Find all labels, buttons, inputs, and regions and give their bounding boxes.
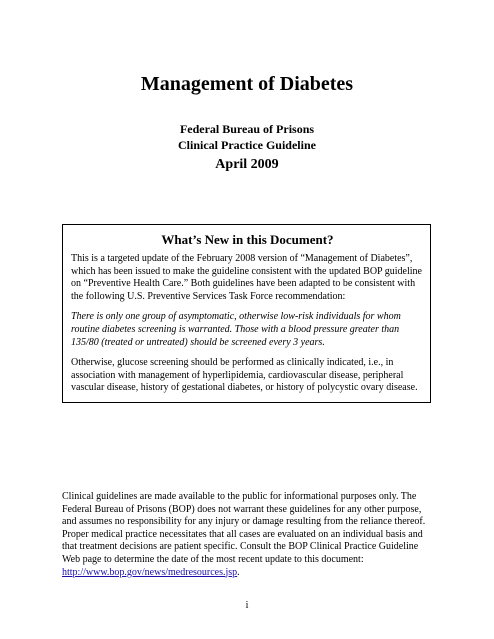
whats-new-heading: What’s New in this Document? [161,232,334,247]
subtitle-document-type: Clinical Practice Guideline [178,138,316,152]
document-subtitle [0,121,494,153]
medical-resources-link[interactable]: http://www.bop.gov/news/medresources.jsp [62,566,238,578]
whats-new-paragraph-otherwise: Otherwise, glucose screening should be performed as clinically indicated, i.e., in association with management of hyperlipidemia, cardiovascular disease, peripheral vascular disease, history of gestational diabetes, or history of polycystic ovary disease. [71,357,418,394]
page-number: i [245,600,249,611]
subtitle-organization: Federal Bureau of Prisons [179,122,315,136]
whats-new-box [62,224,431,403]
document-date: April 2009 [215,157,279,172]
document-title: Management of Diabetes [140,73,354,95]
disclaimer-link-suffix: . [237,566,240,578]
whats-new-paragraph-recommendation: There is only one group of asymptomatic, otherwise low-risk individuals for whom routine diabetes screening is warranted. Those with a blood pressure greater than 135/80 (treated or untreated) should be screened every 3 years. [71,311,401,348]
disclaimer-text: Clinical guidelines are made available to the public for informational purposes only. The Federal Bureau of Prisons (BOP) does not warrant these guidelines for any other purpose, and assumes no responsibility for any injury or damage resulting from the reliance thereof. Proper medical practice necessitates that all cases are evaluated on an individual basis and that treatment decisions are patient specific. Consult the BOP Clinical Practice Guideline Web page to determine the date of the most recent update to this document: [62,491,426,565]
disclaimer-paragraph [62,491,434,579]
whats-new-paragraph-intro: This is a targeted update of the February 2008 version of “Management of Diabetes”, which has been issued to make the guideline consistent with the updated BOP guideline on “Preventive Health Care.” Both guidelines have been adapted to be consistent with the following U.S. Preventive Services Task Force recommendation: [71,253,422,302]
